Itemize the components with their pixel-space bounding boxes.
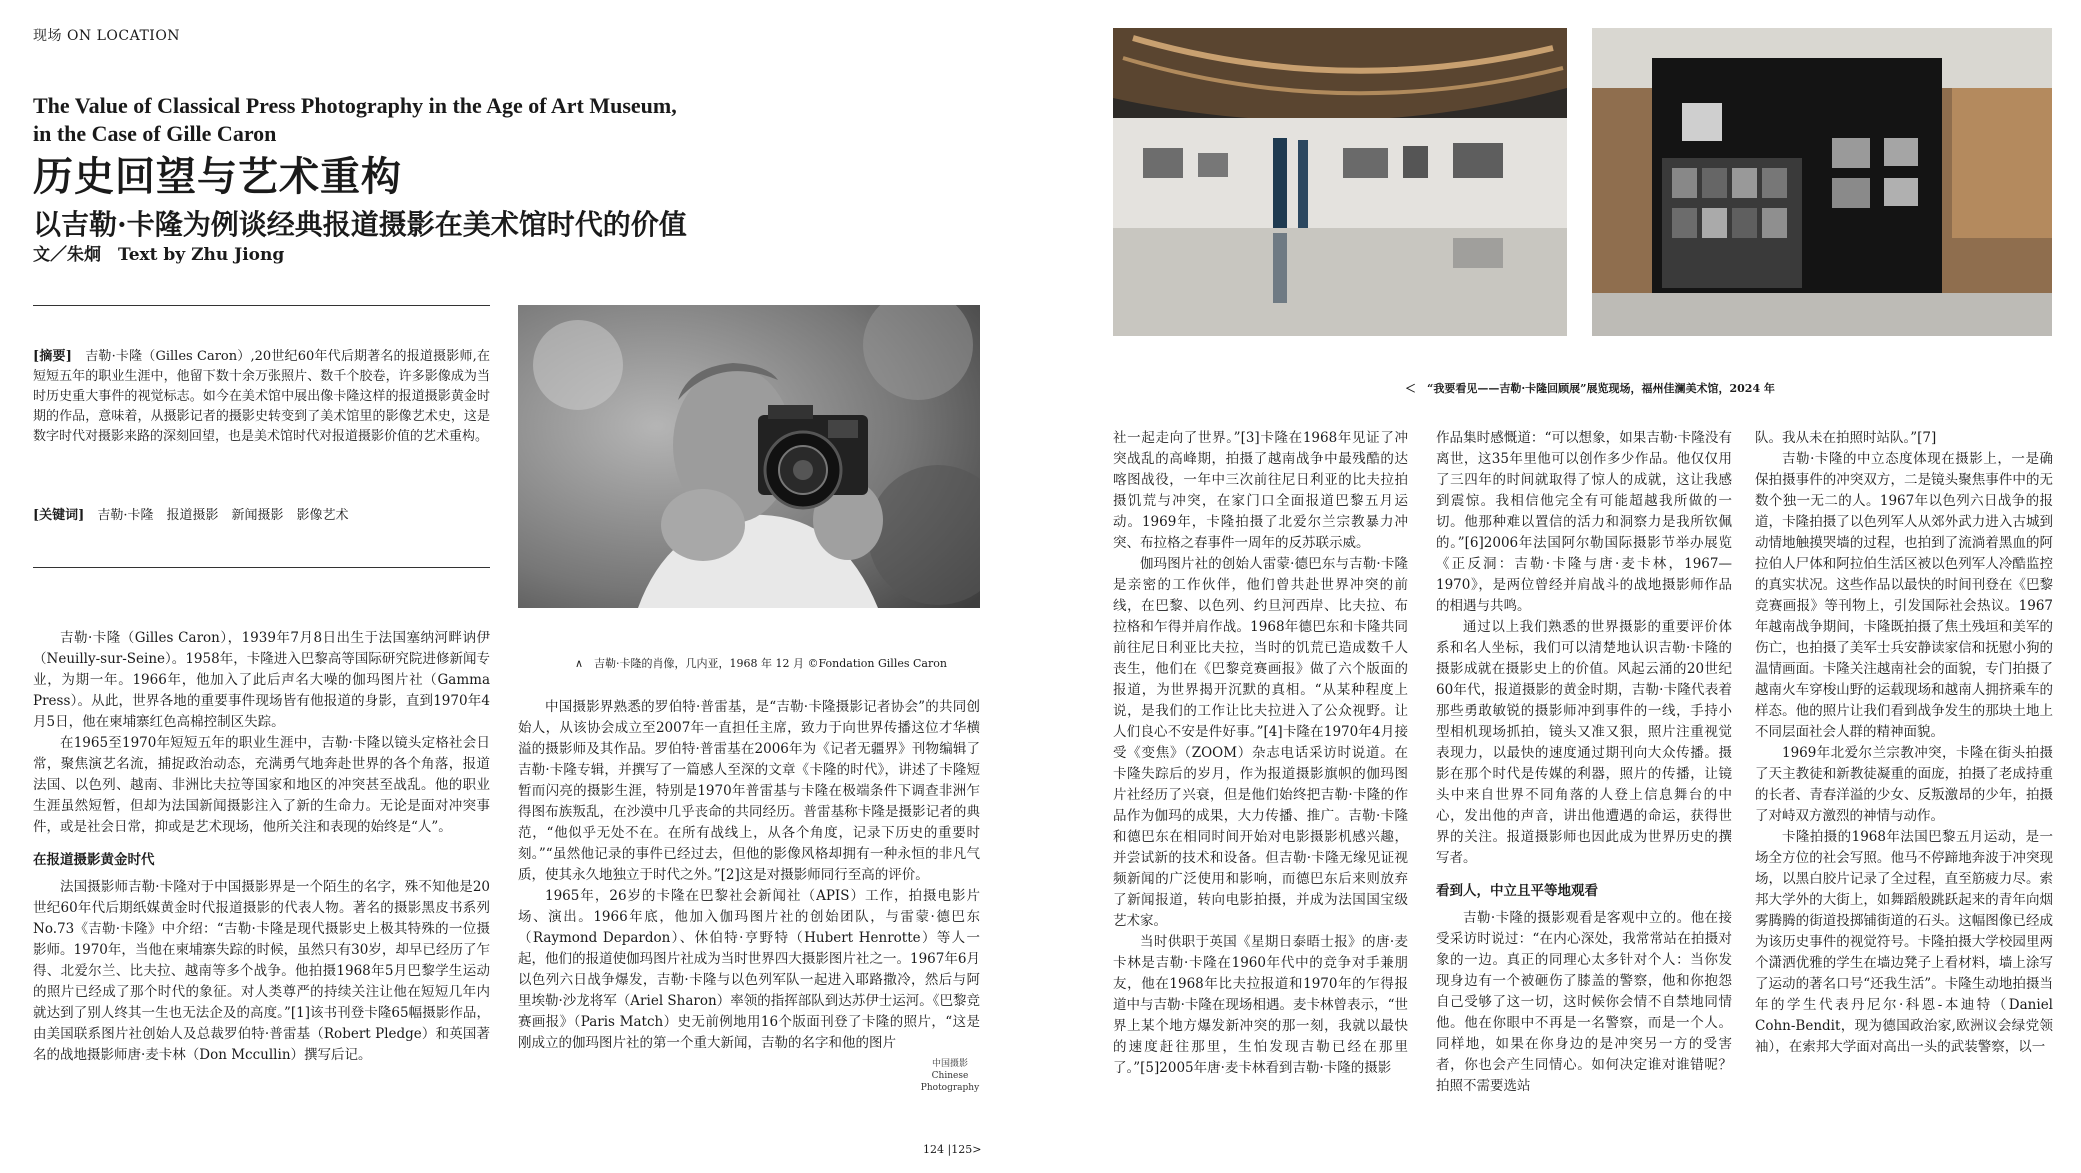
- exhibition-caption: ＜ “我要看见——吉勒·卡隆回顾展”展览现场，福州佳澜美术馆，2024 年: [1405, 382, 1775, 395]
- portrait-photo: [518, 305, 980, 608]
- col1-paragraph-1: 吉勒·卡隆（Gilles Caron），1939年7月8日出生于法国塞纳河畔讷伊（Neuilly-sur-Seine）。1958年，卡隆进入巴黎高等国际研究院进修新闻专业，为期一年。1966年，他加入了此后声名大噪的伽玛图片社（Gamma Press）。从此，世界各地的重要事件现场皆有他报道的身影，直到1970年4月5日，他在柬埔寨红色高棉控制区失踪。: [33, 630, 490, 730]
- side-note-line-3: Photography: [920, 1083, 980, 1093]
- english-title-line-1: The Value of Classical Press Photography in the Age of Art Museum,: [33, 93, 677, 118]
- col4-subhead: 看到人，中立且平等地观看: [1436, 883, 1598, 899]
- exhibition-photo-right: [1592, 28, 2052, 336]
- english-title-line-2: in the Case of Gille Caron: [33, 120, 277, 146]
- portrait-caption: ∧ 吉勒·卡隆的肖像，几内亚，1968 年 12 月 ©Fondation Gilles Caron: [575, 657, 947, 670]
- page-numbers: 124 |125>: [923, 1143, 982, 1156]
- col2-paragraph-2: 1965年，26岁的卡隆在巴黎社会新闻社（APIS）工作，拍摄电影片场、演出。1966年底，他加入伽玛图片社的创始团队，与雷蒙·德巴东（Raymond Depardon）、休伯特·亨野特（Hubert Henrotte）等人一起，他们的报道使伽玛图片社成为当时世界四大摄影图片社之一。1967年6月以色列六日战争爆发，吉勒·卡隆与以色列军队一起进入耶路撒冷，然后与阿里埃勒·沙龙将军（Ariel Sharon）率领的指挥部队到达苏伊士运河。《巴黎竞赛画报》（Paris Match）史无前例地用16个版面刊登了卡隆的照片，“这是刚成立的伽玛图片社的第一个重大新闻，吉勒的名字和他的图片: [518, 888, 980, 1051]
- abstract-text: 吉勒·卡隆（Gilles Caron）,20世纪60年代后期著名的报道摄影师,在短短五年的职业生涯中，他留下数十余万张照片、数千个胶卷，许多影像成为当时历史重大事件的视觉标志。如今在美术馆中展出像卡隆这样的报道摄影黄金时期的作品，意味着，从摄影记者的摄影史转变到了美术馆里的影像艺术史，这是数字时代对摄影来路的深刻回望，也是美术馆时代对报道摄影价值的艺术重构。: [33, 349, 490, 444]
- col2-paragraph-1: 中国摄影界熟悉的罗伯特·普雷基，是“吉勒·卡隆摄影记者协会”的共同创始人，从该协会成立至2007年一直担任主席，致力于向世界传播这位才华横溢的摄影师及其作品。罗伯特·普雷基在2006年为《记者无疆界》刊物编辑了吉勒·卡隆专辑，并撰写了一篇感人至深的文章《卡隆的时代》，讲述了卡隆短暂而闪亮的摄影生涯，特别是1970年普雷基与卡隆在极端条件下调查非洲乍得图布族叛乱，在沙漠中几乎丧命的共同经历。普雷基称卡隆是摄影记者的典范，“他似乎无处不在。在所有战线上，从各个角度，记录下历史的重要时刻。”“虽然他记录的事件已经过去，但他的影像风格却拥有一种永恒的非凡气质，使其永久地独立于时代之外。”[2]这是对摄影师同行至高的评价。: [518, 699, 980, 883]
- body-column-1: [33, 628, 490, 1066]
- col3-paragraph-3: 当时供职于英国《星期日泰晤士报》的唐·麦卡林是吉勒·卡隆在1960年代中的竞争对手兼朋友，他在1968年比夫拉报道和1970年的乍得报道中与吉勒·卡隆在现场相遇。麦卡林曾表示，“世界上某个地方爆发新冲突的那一刻，我就以最快的速度赶往那里，生怕发现吉勒已经在那里了。”[5]2005年唐·麦卡林看到吉勒·卡隆的摄影: [1113, 934, 1408, 1076]
- col3-paragraph-1: 社一起走向了世界。”[3]卡隆在1968年见证了冲突战乱的高峰期，拍摄了越南战争中最残酷的达喀图战役，一年中三次前往尼日利亚的比夫拉拍摄饥荒与冲突，在家门口全面报道巴黎五月运动。1969年，卡隆拍摄了北爱尔兰宗教暴力冲突、布拉格之春事件一周年的反苏联示威。: [1113, 430, 1408, 551]
- col4-paragraph-1: 作品集时感慨道：“可以想象，如果吉勒·卡隆没有离世，这35年里他可以创作多少作品。他仅仅用了三四年的时间就取得了惊人的成就，这让我感到震惊。我相信他完全有可能超越我所做的一切。他那种难以置信的活力和洞察力是我所钦佩的。”[6]2006年法国阿尔勒国际摄影节举办展览《正反洞：吉勒·卡隆与唐·麦卡林，1967—1970》，是两位曾经并肩战斗的战地摄影师作品的相遇与共鸣。: [1436, 430, 1732, 614]
- divider-bottom: [33, 567, 490, 568]
- side-note-line-2: Chinese: [931, 1071, 969, 1081]
- keywords-text: 吉勒·卡隆 报道摄影 新闻摄影 影像艺术: [84, 508, 349, 523]
- abstract: [33, 347, 490, 447]
- side-note-line-1: 中国摄影: [931, 1059, 968, 1069]
- col5-paragraph-3: 1969年北爱尔兰宗教冲突，卡隆在街头拍摄了天主教徒和新教徒凝重的面庞，拍摄了老成持重的长者、青春洋溢的少女、反叛激昂的少年，拍摄了对峙双方激烈的神情与动作。: [1755, 745, 2053, 824]
- chinese-subtitle: 以吉勒·卡隆为例谈经典报道摄影在美术馆时代的价值: [33, 208, 687, 241]
- chinese-title: 历史回望与艺术重构: [33, 153, 402, 200]
- abstract-label: [摘要]: [33, 349, 72, 364]
- exhibition-photo-left: [1113, 28, 1567, 336]
- keywords-label: [关键词]: [33, 508, 85, 523]
- col1-paragraph-2: 在1965至1970年短短五年的职业生涯中，吉勒·卡隆以镜头定格社会日常，聚焦演艺名流，捕捉政治动态，充满勇气地奔赴世界的各个角落，报道法国、以色列、越南、非洲比夫拉等国家和地区的冲突甚至战乱。他的职业生涯虽然短暂，但却为法国新闻摄影注入了新的生命力。无论是面对冲突事件，或是社会日常，抑或是艺术现场，他所关注和表现的始终是“人”。: [33, 735, 490, 835]
- col3-paragraph-2: 伽玛图片社的创始人雷蒙·德巴东与吉勒·卡隆是亲密的工作伙伴，他们曾共赴世界冲突的前线，在巴黎、以色列、约旦河西岸、比夫拉、布拉格和乍得并肩作战。1968年德巴东和卡隆共同前往尼日利亚比夫拉，当时的饥荒已造成数千人丧生，他们在《巴黎竞赛画报》做了六个版面的报道，为世界揭开沉默的真相。“从某种程度上说，是我们的工作让比夫拉进入了公众视野。让人们良心不安是件好事。”[4]卡隆在1970年4月接受《变焦》（ZOOM）杂志电话采访时说道。在卡隆失踪后的岁月，作为报道摄影旗帜的伽玛图片社经历了兴衰，但是他们始终把吉勒·卡隆的作品作为伽玛的成果，大力传播、推广。吉勒·卡隆和德巴东在相同时间开始对电影摄影机感兴趣，并尝试新的技术和设备。但吉勒·卡隆无缘见证视频新闻的广泛使用和影响，而德巴东后来则放弃了新闻报道，转向电影拍摄，并成为法国国宝级艺术家。: [1113, 556, 1408, 929]
- col1-paragraph-3: 法国摄影师吉勒·卡隆对于中国摄影界是一个陌生的名字，殊不知他是20世纪60年代后期纸媒黄金时代报道摄影的代表人物。著名的摄影黑皮书系列No.73《吉勒·卡隆》中介绍：“吉勒·卡隆是现代摄影史上极其特殊的一位摄影师。1970年，当他在柬埔寨失踪的时候，虽然只有30岁，却早已经历了乍得、北爱尔兰、比夫拉、越南等多个战争。他拍摄1968年5月巴黎学生运动的照片已经成了那个时代的象征。对人类尊严的持续关注让他在短短几年内就达到了别人终其一生也无法企及的高度。”[1]该书刊登卡隆65幅摄影作品，由美国联系图片社创始人及总裁罗伯特·普雷基（Robert Pledge）和英国著名的战地摄影师唐·麦卡林（Don Mccullin）撰写后记。: [33, 879, 490, 1063]
- keywords: [33, 504, 490, 523]
- magazine-side-note: [920, 1058, 980, 1094]
- col1-subhead: 在报道摄影黄金时代: [33, 852, 155, 868]
- english-title: [33, 92, 753, 147]
- col5-paragraph-4: 卡隆拍摄的1968年法国巴黎五月运动，是一场全方位的社会写照。他马不停蹄地奔波于冲突现场，以黑白胶片记录了全过程，直至筋疲力尽。索邦大学外的大街上，如舞蹈般跳跃起来的青年向烟雾腾腾的街道投掷铺街道的石头。这幅图像已经成为该历史事件的视觉符号。卡隆拍摄大学校园里两个潇洒优雅的学生在墙边凳子上看材料，墙上涂写了运动的著名口号“还我生活”。卡隆生动地拍摄当年的学生代表丹尼尔·科恩-本迪特（Daniel Cohn-Bendit，现为德国政治家,欧洲议会绿党领袖），在索邦大学面对高出一头的武装警察，以一: [1755, 829, 2053, 1055]
- body-column-2: [518, 697, 980, 1054]
- body-column-3: [1113, 428, 1408, 1079]
- byline: 文／朱炯 Text by Zhu Jiong: [33, 245, 285, 265]
- section-label: 现场 ON LOCATION: [33, 28, 181, 44]
- col4-paragraph-2: 通过以上我们熟悉的世界摄影的重要评价体系和名人坐标，我们可以清楚地认识吉勒·卡隆的摄影成就在摄影史上的价值。风起云涌的20世纪60年代，报道摄影的黄金时期，吉勒·卡隆代表着那些勇敢敏锐的摄影师冲到事件的一线，手持小型相机现场抓拍，镜头又准又狠，照片注重视觉表现力，以最快的速度通过期刊向大众传播。摄影在那个时代是传媒的利器，照片的传播，让镜头中来自世界不同角落的人登上信息舞台的中心，发出他的声音，讲出他遭遇的命运，获得世界的关注。报道摄影师也因此成为世界历史的撰写者。: [1436, 619, 1732, 866]
- divider-top: [33, 305, 490, 306]
- body-column-5: [1755, 428, 2053, 1058]
- col5-paragraph-1: 队。我从未在拍照时站队。”[7]: [1755, 430, 1937, 446]
- body-column-4: [1436, 428, 1732, 1097]
- col4-paragraph-3: 吉勒·卡隆的摄影观看是客观中立的。他在接受采访时说过：“在内心深处，我常常站在拍摄对象的一边。真正的同理心太多针对个人：当你发现身边有一个被砸伤了膝盖的警察，他和你抱怨自己受够了这一切，这时候你会情不自禁地同情他。他在你眼中不再是一名警察，而是一个人。同样地，如果在你身边的是冲突另一方的受害者，你也会产生同情心。如何决定谁对谁错呢？拍照不需要选站: [1436, 910, 1732, 1094]
- col5-paragraph-2: 吉勒·卡隆的中立态度体现在摄影上，一是确保拍摄事件的冲突双方，二是镜头聚焦事件中的无数个独一无二的人。1967年以色列六日战争的报道，卡隆拍摄了以色列军人从郊外武力进入古城到动情地触摸哭墙的过程，也拍到了流淌着黑血的阿拉伯人尸体和阿拉伯生活区被以色列军人冷酷监控的真实状况。这些作品以最快的时间刊登在《巴黎竞赛画报》等刊物上，引发国际社会热议。1967年越南战争期间，卡隆既拍摄了焦土残垣和美军的伤亡，也拍摄了美军士兵安静读家信和抚慰小狗的温情画面。卡隆关注越南社会的面貌，专门拍摄了越南火车穿梭山野的运载现场和越南人拥挤乘车的样态。他的照片让我们看到战争发生的那块土地上不同层面社会人群的精神面貌。: [1755, 451, 2053, 740]
